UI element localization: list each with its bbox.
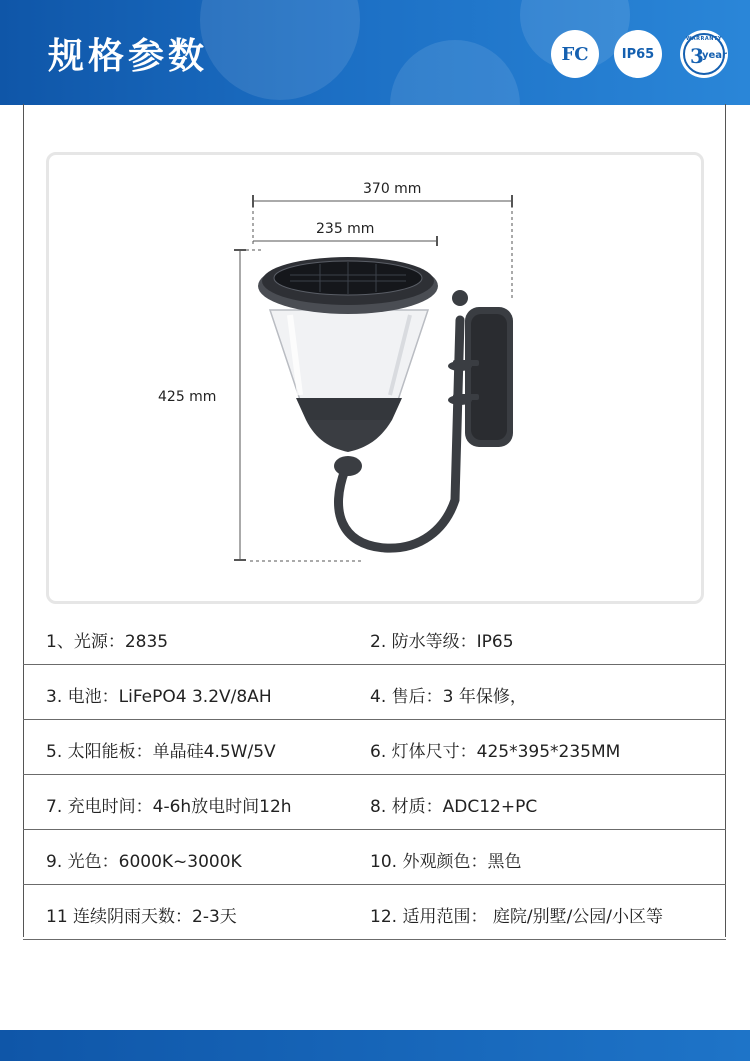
- warranty-arc-text: WARRANTY: [686, 36, 722, 42]
- dim-width-top: 235 mm: [316, 221, 375, 237]
- wall-lamp-illustration: [258, 257, 513, 548]
- spec-right: 4. 售后：3 年保修，: [370, 687, 527, 707]
- spec-right: 2. 防水等级：IP65: [370, 632, 514, 652]
- footer-bar: [0, 1030, 750, 1061]
- spec-right: 6. 灯体尺寸：425*395*235MM: [370, 742, 621, 762]
- warranty-number: 3: [690, 44, 704, 68]
- spec-left: 5. 太阳能板：单晶硅4.5W/5V: [46, 742, 276, 762]
- spec-right: 8. 材质：ADC12+PC: [370, 797, 538, 817]
- spec-row: [23, 830, 726, 885]
- spec-row: [23, 775, 726, 830]
- spec-left: 11 连续阴雨天数：2-3天: [46, 907, 237, 927]
- fc-label: FC: [561, 43, 589, 65]
- spec-left: 9. 光色：6000K~3000K: [46, 852, 242, 872]
- spec-right: 12. 适用范围： 庭院/别墅/公园/小区等: [370, 907, 664, 927]
- spec-left: 1、光源：2835: [46, 632, 169, 652]
- warranty-unit: year: [702, 50, 727, 61]
- spec-left: 7. 充电时间：4-6h放电时间12h: [46, 797, 292, 817]
- page-title: 规格参数: [48, 36, 209, 77]
- dim-width-total: 370 mm: [363, 181, 422, 197]
- spec-row: [23, 720, 726, 775]
- spec-row: [23, 610, 726, 665]
- spec-right: 10. 外观颜色：黑色: [370, 852, 522, 872]
- ip-label: IP65: [621, 46, 655, 62]
- spec-row: [23, 665, 726, 720]
- dim-height: 425 mm: [158, 389, 217, 405]
- spec-table: [23, 610, 726, 940]
- spec-row: [23, 885, 726, 940]
- spec-left: 3. 电池：LiFePO4 3.2V/8AH: [46, 687, 272, 707]
